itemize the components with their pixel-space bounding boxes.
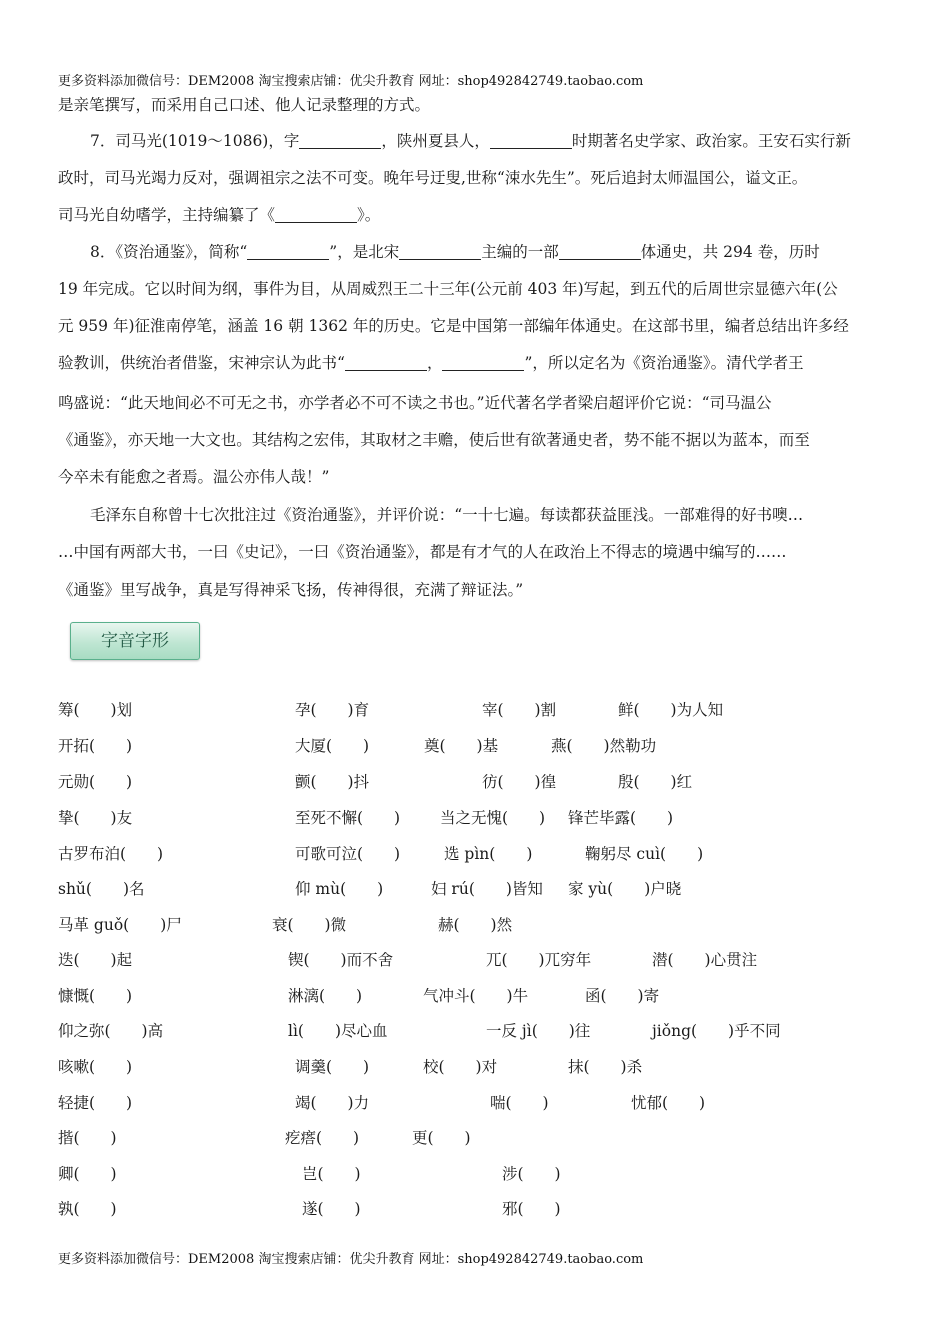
text-line: 是亲笔撰写，而采用自己口述、他人记录整理的方式。 (58, 96, 431, 114)
grid-item: 筹( )划 (58, 701, 133, 719)
text-line: 7．司马光(1019～1086)，字 ，陕州夏县人， 时期著名史学家、政治家。王安石实行新 (90, 132, 851, 150)
grid-item: 大厦( ) (295, 737, 370, 755)
grid-item: 疙瘩( ) (285, 1129, 360, 1147)
grid-item: 宰( )割 (482, 701, 557, 719)
grid-item: 调羹( ) (295, 1058, 370, 1076)
grid-item: 选 pìn( ) (444, 845, 533, 863)
grid-item: 至死不懈( ) (295, 809, 401, 827)
grid-item: 可歌可泣( ) (295, 845, 401, 863)
grid-item: 家 yù( )户晓 (568, 880, 682, 898)
grid-item: 锲( )而不舍 (288, 951, 394, 969)
grid-item: 殷( )红 (618, 773, 693, 791)
text-line: 鸣盛说：“此天地间必不可无之书，亦学者必不可不读之书也。”近代著名学者梁启超评价它说：“司马温公 (58, 394, 772, 412)
grid-item: 鞠躬尽 cuì( ) (585, 845, 704, 863)
grid-item: 彷( )徨 (482, 773, 557, 791)
grid-item: 遂( ) (302, 1200, 361, 1218)
grid-item: 邪( ) (502, 1200, 561, 1218)
fill-blank[interactable] (442, 355, 524, 372)
fill-blank[interactable] (490, 133, 572, 150)
grid-item: 一反 jì( )往 (486, 1022, 591, 1040)
grid-item: 衰( )微 (272, 916, 347, 934)
grid-item: 兀( )兀穷年 (486, 951, 592, 969)
text-line: 19 年完成。它以时间为纲，事件为目，从周威烈王二十三年(公元前 403 年)写起，到五代的后周世宗显德六年(公 (58, 280, 838, 298)
grid-item: 锋芒毕露( ) (568, 809, 674, 827)
grid-item: 仰之弥( )高 (58, 1022, 164, 1040)
text-line: 《通鉴》里写战争，真是写得神采飞扬，传神得很，充满了辩证法。” (58, 581, 524, 599)
page-header: 更多资料添加微信号：DEM2008 淘宝搜索店铺：优尖升教育 网址：shop492842749.taobao.com (58, 74, 644, 89)
text-line: 毛泽东自称曾十七次批注过《资治通鉴》，并评价说：“一十七遍。每读都获益匪浅。一部难得的好书噢… (90, 506, 804, 524)
grid-item: 妇 rú( )皆知 (431, 880, 543, 898)
text-line: 今卒未有能愈之者焉。温公亦伟人哉！” (58, 468, 330, 486)
grid-item: 开拓( ) (58, 737, 133, 755)
text-line: 《通鉴》，亦天地一大文也。其结构之宏伟，其取材之丰赡，使后世有欲著通史者，势不能不据以为蓝本，而至 (58, 431, 810, 449)
text-line: 司马光自幼嗜学，主持编纂了《 》。 (58, 206, 381, 224)
grid-item: 古罗布泊( ) (58, 845, 164, 863)
grid-item: 奠( )基 (424, 737, 499, 755)
grid-item: 喘( ) (490, 1094, 549, 1112)
grid-item: 咳嗽( ) (58, 1058, 133, 1076)
fill-blank[interactable] (559, 244, 641, 261)
grid-item: 马革 guǒ( )尸 (58, 916, 182, 934)
grid-item: 轻捷( ) (58, 1094, 133, 1112)
grid-item: 颤( )抖 (295, 773, 370, 791)
grid-item: 慷慨( ) (58, 987, 133, 1005)
fill-blank[interactable] (275, 207, 357, 224)
grid-item: 淋漓( ) (288, 987, 363, 1005)
fill-blank[interactable] (299, 133, 381, 150)
section-label-badge: 字音字形 (70, 622, 200, 660)
grid-item: 揩( ) (58, 1129, 117, 1147)
page-footer: 更多资料添加微信号：DEM2008 淘宝搜索店铺：优尖升教育 网址：shop492842749.taobao.com (58, 1252, 644, 1267)
grid-item: 忧郁( ) (631, 1094, 706, 1112)
grid-item: lì( )尽心血 (288, 1022, 388, 1040)
grid-item: 卿( ) (58, 1165, 117, 1183)
grid-item: 孕( )育 (295, 701, 370, 719)
grid-item: 函( )寄 (585, 987, 660, 1005)
grid-item: 挚( )友 (58, 809, 133, 827)
text-line: 政时，司马光竭力反对，强调祖宗之法不可变。晚年号迂叟,世称“涑水先生”。死后追封太师温国公，谥文正。 (58, 169, 808, 187)
grid-item: 当之无愧( ) (440, 809, 546, 827)
text-line: 验教训，供统治者借鉴，宋神宗认为此书“ ， ”，所以定名为《资治通鉴》。清代学者王 (58, 354, 804, 372)
grid-item: 孰( ) (58, 1200, 117, 1218)
grid-item: 抹( )杀 (568, 1058, 643, 1076)
grid-item: 迭( )起 (58, 951, 133, 969)
grid-item: 竭( )力 (295, 1094, 370, 1112)
fill-blank[interactable] (247, 244, 329, 261)
text-line: 8．《资治通鉴》，简称“ ”，是北宋 主编的一部 体通史，共 294 卷，历时 (90, 243, 820, 261)
grid-item: 燕( )然勒功 (551, 737, 657, 755)
grid-item: 仰 mù( ) (295, 880, 384, 898)
grid-item: 潜( )心贯注 (652, 951, 758, 969)
fill-blank[interactable] (345, 355, 427, 372)
fill-blank[interactable] (399, 244, 481, 261)
grid-item: shǔ( )名 (58, 880, 145, 898)
grid-item: 元勋( ) (58, 773, 133, 791)
grid-item: 鲜( )为人知 (618, 701, 724, 719)
grid-item: 校( )对 (423, 1058, 498, 1076)
grid-item: 赫( )然 (438, 916, 513, 934)
text-line: …中国有两部大书，一曰《史记》，一曰《资治通鉴》，都是有才气的人在政治上不得志的境遇中编写的…… (58, 543, 787, 561)
grid-item: 岂( ) (302, 1165, 361, 1183)
grid-item: 气冲斗( )牛 (423, 987, 529, 1005)
grid-item: 涉( ) (502, 1165, 561, 1183)
text-line: 元 959 年)征淮南停笔，涵盖 16 朝 1362 年的历史。它是中国第一部编年体通史。在这部书里，编者总结出许多经 (58, 317, 849, 335)
grid-item: 更( ) (412, 1129, 471, 1147)
grid-item: jiǒng( )乎不同 (652, 1022, 781, 1040)
